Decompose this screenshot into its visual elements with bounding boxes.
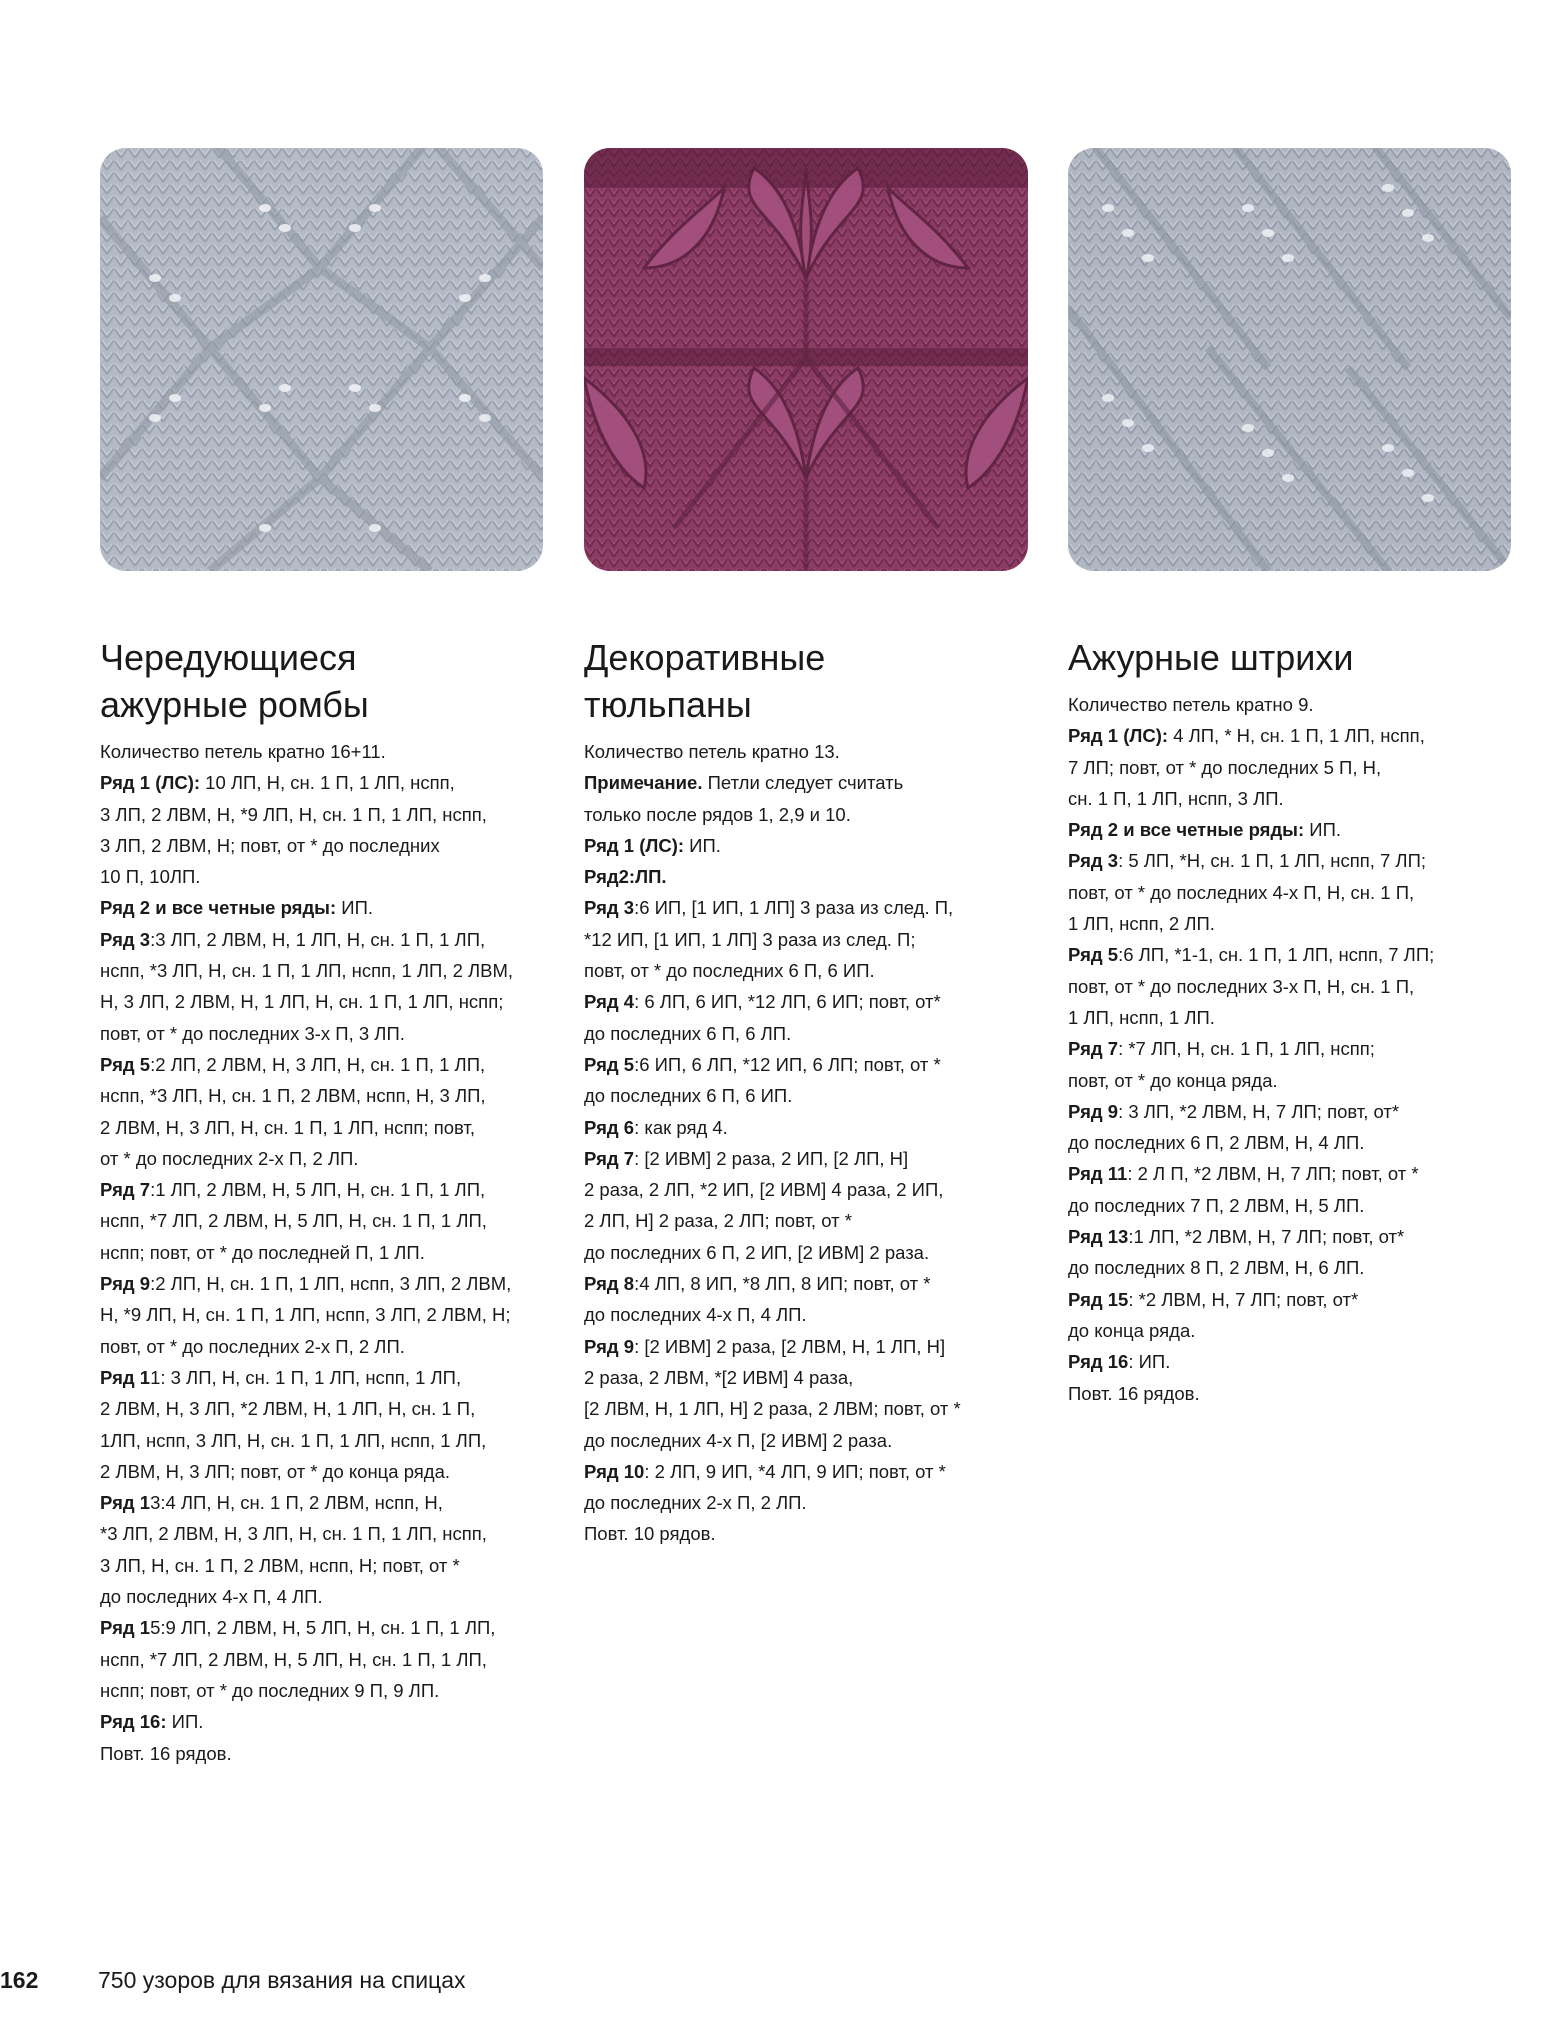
pattern-title xyxy=(100,634,560,728)
row-text: : как ряд 4. xyxy=(634,1116,728,1138)
row-text: :4 ЛП, 8 ИП, *8 ЛП, 8 ИП; повт, от * xyxy=(634,1273,931,1295)
row-text: :6 ЛП, *1-1, сн. 1 П, 1 ЛП, нспп, 7 ЛП; xyxy=(1118,944,1435,966)
instruction-line xyxy=(1068,1096,1538,1127)
instruction-line xyxy=(584,1205,1054,1236)
row-label: Ряд 10 xyxy=(584,1460,645,1482)
pattern-instructions xyxy=(1068,689,1538,1409)
row-label: Ряд 9 xyxy=(1068,1100,1119,1122)
row-text: ИП. xyxy=(684,834,721,856)
row-label: Ряд 13 xyxy=(1068,1226,1129,1248)
row-text: только после рядов 1, 2,9 и 10. xyxy=(584,803,851,825)
row-text: 1ЛП, нспп, 3 ЛП, Н, сн. 1 П, 1 ЛП, нспп, 1 ЛП, xyxy=(100,1429,487,1451)
row-text: нспп; повт, от * до последней П, 1 ЛП. xyxy=(100,1241,425,1263)
row-text: 3 ЛП, 2 ЛВМ, Н, *9 ЛП, Н, сн. 1 П, 1 ЛП, нспп, xyxy=(100,803,487,825)
row-text: 3 ЛП, 2 ЛВМ, Н; повт, от * до последних xyxy=(100,834,440,856)
instruction-line xyxy=(584,1268,1054,1299)
row-text: до конца ряда. xyxy=(1068,1319,1196,1341)
instruction-line xyxy=(584,1049,1054,1080)
instruction-line xyxy=(100,1237,570,1268)
instruction-line xyxy=(1068,845,1538,876)
row-text: Повт. 16 рядов. xyxy=(1068,1382,1200,1404)
row-text: повт, от * до последних 3-х П, 3 ЛП. xyxy=(100,1022,405,1044)
row-label: Ряд 1 xyxy=(100,1617,151,1639)
pattern-instructions xyxy=(100,736,570,1769)
decorative-tulips-knit-image xyxy=(584,148,1028,571)
instruction-line xyxy=(100,767,570,798)
instruction-line xyxy=(1068,1221,1538,1252)
row-text: Количество петель кратно 16+11. xyxy=(100,741,386,762)
row-label: Ряд2:ЛП. xyxy=(584,866,667,888)
pattern-title xyxy=(1068,634,1528,681)
row-text: от * до последних 2-х П, 2 ЛП. xyxy=(100,1147,359,1169)
swatch-photo-decorative-tulips xyxy=(584,148,1028,571)
row-label: Ряд 16: xyxy=(100,1711,167,1733)
row-text: до последних 4-х П, [2 ИВМ] 2 раза. xyxy=(584,1429,893,1451)
instruction-line xyxy=(584,1425,1054,1456)
instruction-line xyxy=(100,1112,570,1143)
instruction-line xyxy=(584,861,1054,892)
instruction-line xyxy=(584,955,1054,986)
row-label: Ряд 7 xyxy=(100,1179,151,1201)
instruction-line xyxy=(584,1518,1054,1549)
instruction-line xyxy=(100,1425,570,1456)
pattern-title-line: Декоративные xyxy=(584,636,826,678)
row-text: Повт. 16 рядов. xyxy=(100,1742,232,1764)
row-text: : [2 ИВМ] 2 раза, 2 ИП, [2 ЛП, Н] xyxy=(634,1147,909,1169)
instruction-line xyxy=(100,1299,570,1330)
row-text: 2 ЛВМ, Н, 3 ЛП, Н, сн. 1 П, 1 ЛП, нспп; повт, xyxy=(100,1116,475,1138)
instruction-line xyxy=(1068,1284,1538,1315)
row-label: Ряд 1 (ЛС): xyxy=(1068,725,1169,747)
swatch-photo-lace-diamonds xyxy=(100,148,543,571)
instruction-line xyxy=(1068,1378,1538,1409)
row-label: Ряд 1 (ЛС): xyxy=(100,772,201,794)
row-label: Ряд 5 xyxy=(584,1053,635,1075)
swatch-photo-lace-strokes xyxy=(1068,148,1511,571)
instruction-line xyxy=(100,924,570,955)
pattern-title-line: ажурные ромбы xyxy=(100,683,369,725)
lace-diamonds-knit-image xyxy=(100,148,543,571)
row-label: Ряд 11 xyxy=(1068,1163,1128,1185)
instruction-line xyxy=(584,767,1054,798)
instruction-line xyxy=(584,1080,1054,1111)
row-text: до последних 6 П, 6 ЛП. xyxy=(584,1022,792,1044)
row-label: Ряд 7 xyxy=(1068,1038,1119,1060)
row-text: :6 ИП, 6 ЛП, *12 ИП, 6 ЛП; повт, от * xyxy=(634,1053,941,1075)
row-text: :2 ЛП, 2 ЛВМ, Н, 3 ЛП, Н, сн. 1 П, 1 ЛП, xyxy=(150,1053,486,1075)
instruction-line xyxy=(1068,1002,1538,1033)
instruction-line xyxy=(100,986,570,1017)
row-label: Ряд 3 xyxy=(1068,850,1119,872)
row-label: Ряд 8 xyxy=(584,1273,635,1295)
instruction-line xyxy=(584,1018,1054,1049)
instruction-line xyxy=(100,1205,570,1236)
row-text: 7 ЛП; повт, от * до последних 5 П, Н, xyxy=(1068,756,1382,778)
row-text: нспп, *7 ЛП, 2 ЛВМ, Н, 5 ЛП, Н, сн. 1 П, 1 ЛП, xyxy=(100,1210,487,1232)
row-text: 2 ЛВМ, Н, 3 ЛП; повт, от * до конца ряда. xyxy=(100,1460,451,1482)
row-text: нспп, *7 ЛП, 2 ЛВМ, Н, 5 ЛП, Н, сн. 1 П, 1 ЛП, xyxy=(100,1648,487,1670)
row-text: 1: 3 ЛП, Н, сн. 1 П, 1 ЛП, нспп, 1 ЛП, xyxy=(150,1366,462,1388)
instruction-line xyxy=(584,1237,1054,1268)
row-label: Ряд 1 (ЛС): xyxy=(584,834,685,856)
instruction-line xyxy=(584,1174,1054,1205)
row-text: 2 раза, 2 ЛВМ, *[2 ИВМ] 4 раза, xyxy=(584,1366,854,1388)
instruction-line xyxy=(100,1487,570,1518)
row-text: : 3 ЛП, *2 ЛВМ, Н, 7 ЛП; повт, от* xyxy=(1118,1100,1400,1122)
lace-strokes-knit-image xyxy=(1068,148,1511,571)
pattern-title-line: Чередующиеся xyxy=(100,636,357,678)
instruction-line xyxy=(1068,1127,1538,1158)
instruction-line xyxy=(1068,939,1538,970)
pattern-title-line: Ажурные штрихи xyxy=(1068,636,1354,678)
row-text: до последних 2-х П, 2 ЛП. xyxy=(584,1492,807,1514)
instruction-line xyxy=(1068,1158,1538,1189)
row-text: Н, 3 ЛП, 2 ЛВМ, Н, 1 ЛП, Н, сн. 1 П, 1 ЛП, нспп; xyxy=(100,991,504,1013)
row-text: Повт. 10 рядов. xyxy=(584,1523,716,1545)
row-text: 5:9 ЛП, 2 ЛВМ, Н, 5 ЛП, Н, сн. 1 П, 1 ЛП, xyxy=(150,1617,496,1639)
instruction-line xyxy=(1068,752,1538,783)
row-text: : *7 ЛП, Н, сн. 1 П, 1 ЛП, нспп; xyxy=(1118,1038,1375,1060)
row-label: Ряд 5 xyxy=(100,1053,151,1075)
row-text: :3 ЛП, 2 ЛВМ, Н, 1 ЛП, Н, сн. 1 П, 1 ЛП, xyxy=(150,928,486,950)
row-text: :2 ЛП, Н, сн. 1 П, 1 ЛП, нспп, 3 ЛП, 2 ЛВМ, xyxy=(150,1273,512,1295)
row-label: Ряд 16 xyxy=(1068,1351,1129,1373)
instruction-line xyxy=(100,1612,570,1643)
row-text: до последних 6 П, 2 ИП, [2 ИВМ] 2 раза. xyxy=(584,1241,930,1263)
instruction-line xyxy=(1068,1315,1538,1346)
pattern-title-line: тюльпаны xyxy=(584,683,752,725)
instruction-line xyxy=(584,986,1054,1017)
instruction-line xyxy=(100,1518,570,1549)
row-text: 1 ЛП, нспп, 1 ЛП. xyxy=(1068,1006,1215,1028)
instruction-line xyxy=(584,736,1054,767)
row-label: Примечание. xyxy=(584,772,703,794)
row-text: : 2 Л П, *2 ЛВМ, Н, 7 ЛП; повт, от * xyxy=(1127,1163,1419,1185)
instruction-line xyxy=(100,1268,570,1299)
instruction-line xyxy=(584,1112,1054,1143)
row-text: *3 ЛП, 2 ЛВМ, Н, 3 ЛП, Н, сн. 1 П, 1 ЛП, нспп, xyxy=(100,1523,487,1545)
row-label: Ряд 2 и все четные ряды: xyxy=(1068,819,1305,841)
instruction-line xyxy=(100,861,570,892)
instruction-line xyxy=(100,736,570,767)
row-label: Ряд 15 xyxy=(1068,1288,1129,1310)
instruction-line xyxy=(100,1018,570,1049)
pattern-instructions xyxy=(584,736,1054,1550)
row-text: до последних 6 П, 6 ИП. xyxy=(584,1085,793,1107)
row-text: повт, от * до последних 2-х П, 2 ЛП. xyxy=(100,1335,405,1357)
row-text: ИП. xyxy=(1304,819,1342,841)
row-text: до последних 6 П, 2 ЛВМ, Н, 4 ЛП. xyxy=(1068,1132,1365,1154)
row-text: [2 ЛВМ, Н, 1 ЛП, Н] 2 раза, 2 ЛВМ; повт, от * xyxy=(584,1398,961,1420)
row-text: 3:4 ЛП, Н, сн. 1 П, 2 ЛВМ, нспп, Н, xyxy=(150,1492,443,1514)
instruction-line xyxy=(100,1143,570,1174)
instruction-line xyxy=(100,1675,570,1706)
pattern-title xyxy=(584,634,1044,728)
row-text: до последних 4-х П, 4 ЛП. xyxy=(100,1586,323,1608)
instruction-line xyxy=(584,1331,1054,1362)
instruction-line xyxy=(100,1174,570,1205)
instruction-line xyxy=(584,1143,1054,1174)
page-footer xyxy=(0,1965,1561,1995)
instruction-line xyxy=(100,1581,570,1612)
instruction-line xyxy=(1068,1065,1538,1096)
row-text: повт, от * до последних 4-х П, Н, сн. 1 П, xyxy=(1068,881,1415,903)
instruction-line xyxy=(584,892,1054,923)
row-text: 10 П, 10ЛП. xyxy=(100,866,201,888)
row-text: 3 ЛП, Н, сн. 1 П, 2 ЛВМ, нспп, Н; повт, от * xyxy=(100,1554,460,1576)
instruction-line xyxy=(584,1362,1054,1393)
instruction-line xyxy=(584,830,1054,861)
row-label: Ряд 3 xyxy=(100,928,151,950)
row-text: 2 ЛП, Н] 2 раза, 2 ЛП; повт, от * xyxy=(584,1210,852,1232)
row-label: Ряд 9 xyxy=(100,1273,151,1295)
book-title: 750 узоров для вязания на спицах xyxy=(98,1967,466,1993)
instruction-line xyxy=(584,1456,1054,1487)
row-text: *12 ИП, [1 ИП, 1 ЛП] 3 раза из след. П; xyxy=(584,928,916,950)
instruction-line xyxy=(100,1331,570,1362)
instruction-line xyxy=(100,1706,570,1737)
instruction-line xyxy=(100,1362,570,1393)
row-text: до последних 7 П, 2 ЛВМ, Н, 5 ЛП. xyxy=(1068,1194,1365,1216)
instruction-line xyxy=(100,1080,570,1111)
instruction-line xyxy=(100,1738,570,1769)
row-label: Ряд 1 xyxy=(100,1492,151,1514)
row-text: : 5 ЛП, *Н, сн. 1 П, 1 ЛП, нспп, 7 ЛП; xyxy=(1118,850,1427,872)
row-text: сн. 1 П, 1 ЛП, нспп, 3 ЛП. xyxy=(1068,787,1284,809)
row-label: Ряд 3 xyxy=(584,897,635,919)
row-text: :1 ЛП, 2 ЛВМ, Н, 5 ЛП, Н, сн. 1 П, 1 ЛП, xyxy=(150,1179,486,1201)
instruction-line xyxy=(1068,689,1538,720)
row-text: ИП. xyxy=(336,897,374,919)
instruction-line xyxy=(1068,1252,1538,1283)
instruction-line xyxy=(100,1393,570,1424)
instruction-line xyxy=(584,799,1054,830)
instruction-line xyxy=(1068,877,1538,908)
instruction-line xyxy=(584,924,1054,955)
row-text: Количество петель кратно 9. xyxy=(1068,694,1314,715)
row-text: Н, *9 ЛП, Н, сн. 1 П, 1 ЛП, нспп, 3 ЛП, 2 ЛВМ, Н; xyxy=(100,1304,511,1326)
row-text: ИП. xyxy=(166,1711,204,1733)
instruction-line xyxy=(1068,720,1538,751)
instruction-line xyxy=(100,1049,570,1080)
row-text: повт, от * до последних 6 П, 6 ИП. xyxy=(584,960,875,982)
instruction-line xyxy=(1068,783,1538,814)
row-text: 2 ЛВМ, Н, 3 ЛП, *2 ЛВМ, Н, 1 ЛП, Н, сн. 1 П, xyxy=(100,1398,476,1420)
row-text: : ИП. xyxy=(1128,1351,1171,1373)
instruction-line xyxy=(100,1550,570,1581)
row-text: нспп, *3 ЛП, Н, сн. 1 П, 2 ЛВМ, нспп, Н, 3 ЛП, xyxy=(100,1085,486,1107)
instruction-line xyxy=(1068,814,1538,845)
row-text: до последних 8 П, 2 ЛВМ, Н, 6 ЛП. xyxy=(1068,1257,1365,1279)
row-text: 4 ЛП, * Н, сн. 1 П, 1 ЛП, нспп, xyxy=(1168,725,1425,747)
instruction-line xyxy=(584,1393,1054,1424)
row-text: нспп; повт, от * до последних 9 П, 9 ЛП. xyxy=(100,1679,440,1701)
row-text: 1 ЛП, нспп, 2 ЛП. xyxy=(1068,913,1215,935)
row-label: Ряд 7 xyxy=(584,1147,635,1169)
row-text: Количество петель кратно 13. xyxy=(584,741,840,762)
instruction-line xyxy=(100,892,570,923)
row-text: : *2 ЛВМ, Н, 7 ЛП; повт, от* xyxy=(1128,1288,1359,1310)
row-text: 2 раза, 2 ЛП, *2 ИП, [2 ИВМ] 4 раза, 2 ИП, xyxy=(584,1179,944,1201)
instruction-line xyxy=(100,955,570,986)
row-label: Ряд 2 и все четные ряды: xyxy=(100,897,337,919)
row-text: 10 ЛП, Н, сн. 1 П, 1 ЛП, нспп, xyxy=(200,772,455,794)
instruction-line xyxy=(100,799,570,830)
row-text: повт, от * до конца ряда. xyxy=(1068,1069,1278,1091)
row-text: : 2 ЛП, 9 ИП, *4 ЛП, 9 ИП; повт, от * xyxy=(644,1460,946,1482)
instruction-line xyxy=(1068,908,1538,939)
row-text: :6 ИП, [1 ИП, 1 ЛП] 3 раза из след. П, xyxy=(634,897,954,919)
instruction-line xyxy=(100,1456,570,1487)
row-label: Ряд 9 xyxy=(584,1335,635,1357)
row-label: Ряд 1 xyxy=(100,1366,151,1388)
row-label: Ряд 6 xyxy=(584,1116,635,1138)
instruction-line xyxy=(1068,1033,1538,1064)
instruction-line xyxy=(100,830,570,861)
instruction-line xyxy=(584,1487,1054,1518)
page-number: 162 xyxy=(0,1967,39,1993)
row-label: Ряд 4 xyxy=(584,991,635,1013)
instruction-line xyxy=(100,1644,570,1675)
instruction-line xyxy=(1068,1190,1538,1221)
instruction-line xyxy=(1068,1346,1538,1377)
instruction-line xyxy=(584,1299,1054,1330)
row-text: : [2 ИВМ] 2 раза, [2 ЛВМ, Н, 1 ЛП, Н] xyxy=(634,1335,946,1357)
row-text: :1 ЛП, *2 ЛВМ, Н, 7 ЛП; повт, от* xyxy=(1128,1226,1405,1248)
row-text: повт, от * до последних 3-х П, Н, сн. 1 П, xyxy=(1068,975,1415,997)
row-label: Ряд 5 xyxy=(1068,944,1119,966)
instruction-line xyxy=(1068,971,1538,1002)
row-text: : 6 ЛП, 6 ИП, *12 ЛП, 6 ИП; повт, от* xyxy=(634,991,941,1013)
row-text: до последних 4-х П, 4 ЛП. xyxy=(584,1304,807,1326)
row-text: нспп, *3 ЛП, Н, сн. 1 П, 1 ЛП, нспп, 1 ЛП, 2 ЛВМ, xyxy=(100,960,514,982)
row-text: Петли следует считать xyxy=(702,772,904,794)
